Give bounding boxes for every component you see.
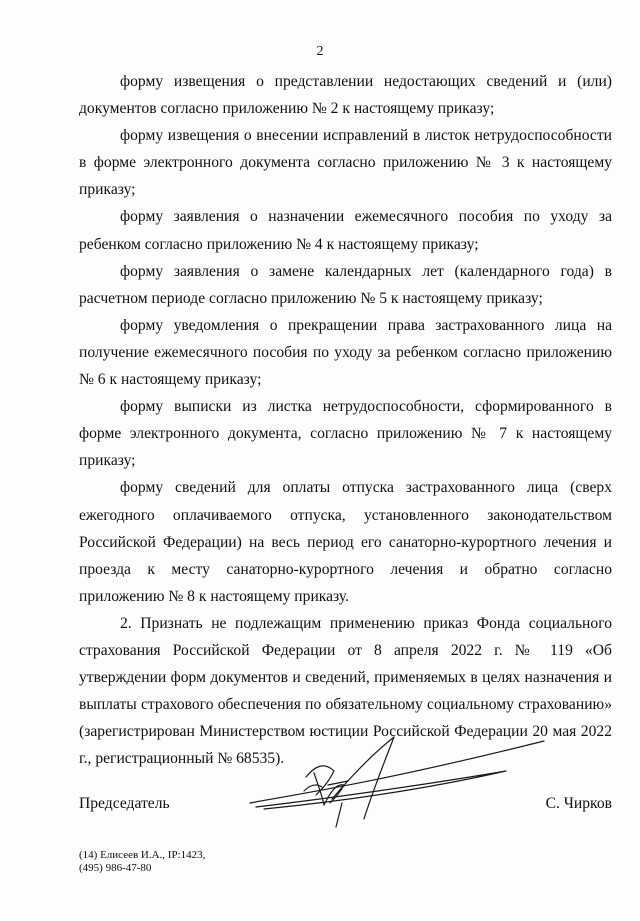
executor-phone: (495) 986-47-80 [79,862,152,874]
paragraph-appendix-4: форму заявления о назначении ежемесячного пособия по уходу за ребенком согласно приложению № 4 к настоящему приказу; [79,208,612,253]
signatory-name: С. Чирков [545,795,612,812]
paragraph-clause-2: 2. Признать не подлежащим применению приказ Фонда социального страхования Российской Федерации от 8 апреля 2022 г. № 119 «Об утверждении форм документов и сведений, применяемых в целях назначения и выплаты страхового обеспечения по обязательному социальному страхованию» (зарегистрирован Министерством юстиции Российской Федерации 20 мая 2022 г., регистрационный № 68535). [79,614,612,768]
signature-block [79,795,612,817]
paragraph-appendix-3: форму извещения о внесении исправлений в листок нетрудоспособности в форме электронного документа согласно приложению № 3 к настоящему приказу; [79,127,612,199]
handwritten-signature [244,733,554,838]
paragraph-appendix-8: форму сведений для оплаты отпуска застрахованного лица (сверх ежегодного оплачиваемого отпуска, установленного законодательством Российской Федерации) на весь период его санаторно-курортного лечения и проезда к месту санаторно-курортного лечения и обратно согласно приложению № 8 к настоящему приказу. [79,479,612,605]
document-body [79,68,612,772]
paragraph-appendix-6: форму уведомления о прекращении права застрахованного лица на получение ежемесячного пособия по уходу за ребенком согласно приложению № 6 к настоящему приказу; [79,316,612,389]
page-number: 2 [316,44,324,59]
executor-footer [79,849,205,875]
paragraph-appendix-5: форму заявления о замене календарных лет (календарного года) в расчетном периоде согласно приложению № 5 к настоящему приказу; [79,262,612,307]
paragraph-appendix-7: форму выписки из листка нетрудоспособности, сформированного в форме электронного документа, согласно приложению № 7 к настоящему приказу; [79,398,612,470]
signatory-title: Председатель [79,795,170,812]
executor-info: (14) Елисеев И.А., IP:1423, [79,849,206,861]
paragraph-appendix-2: форму извещения о представлении недостающих сведений и (или) документов согласно приложению № 2 к настоящему приказу; [79,73,612,118]
